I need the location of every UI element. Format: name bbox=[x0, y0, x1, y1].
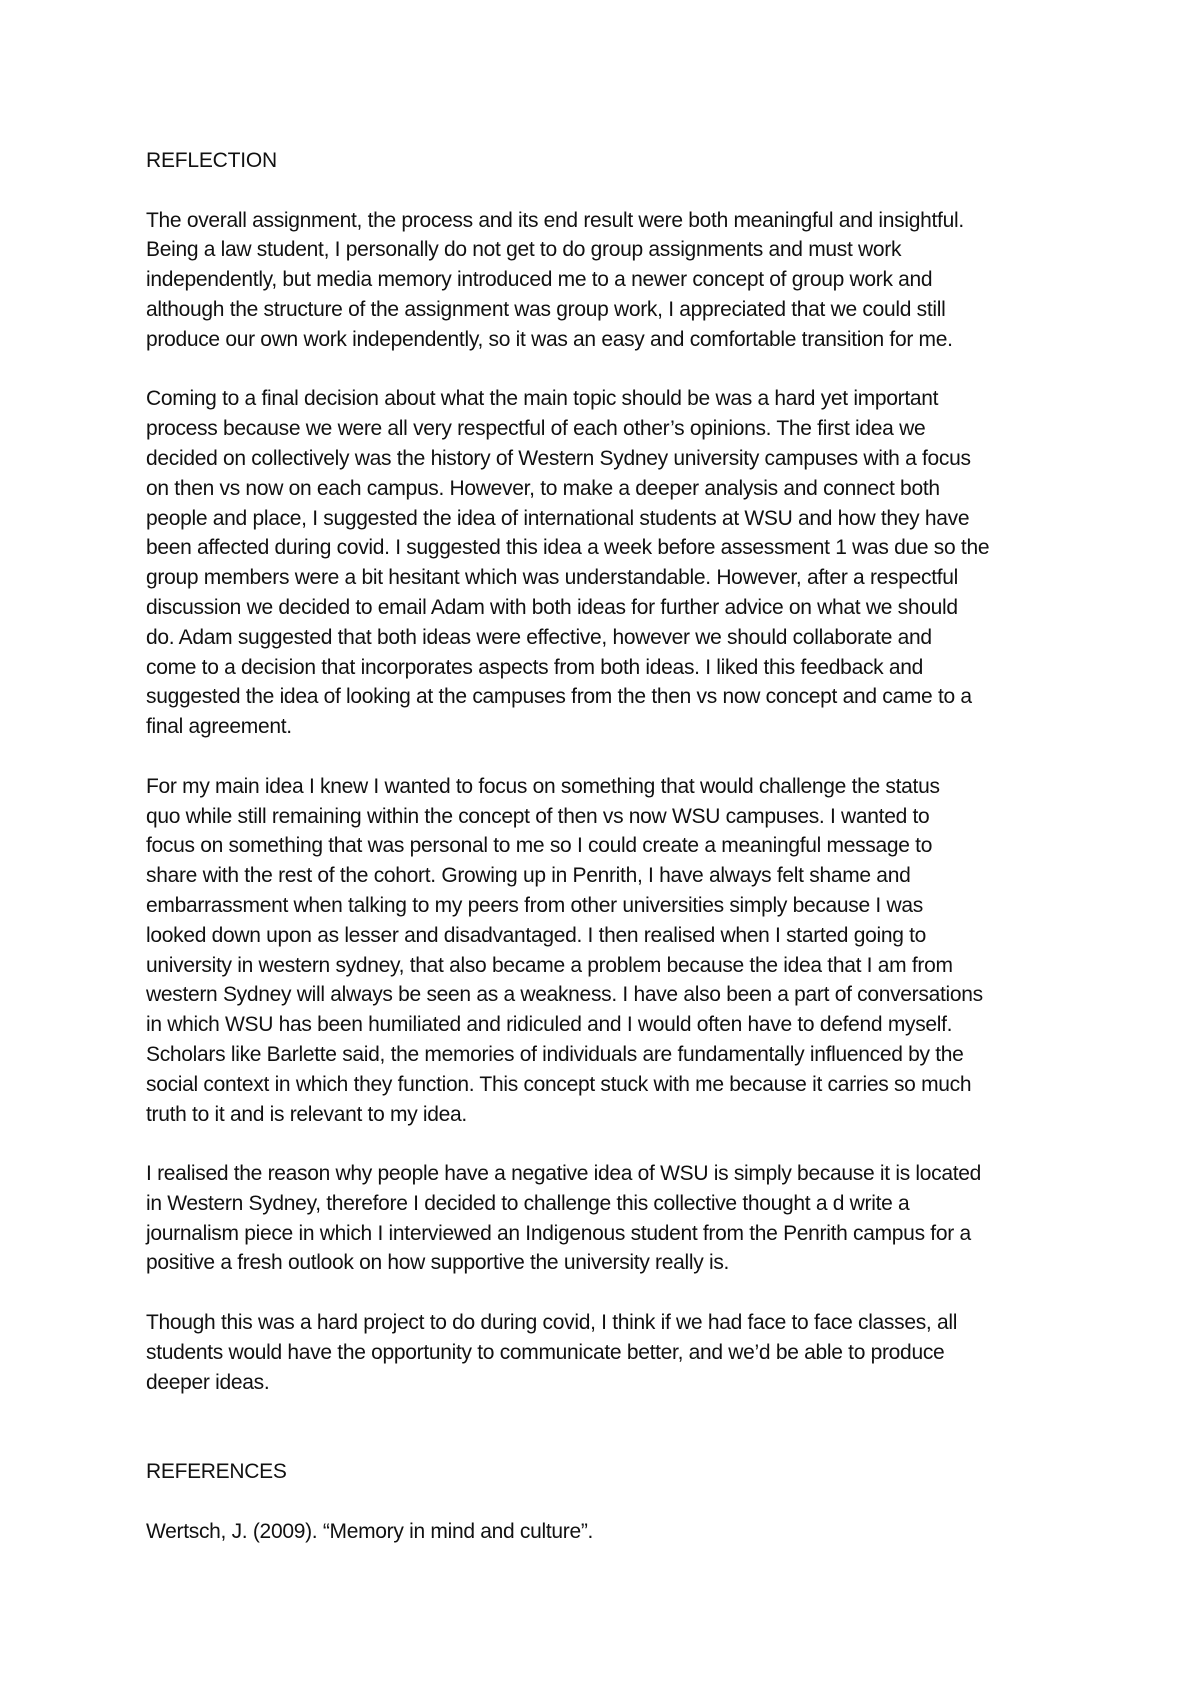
text-line: Though this was a hard project to do during covid, I think if we had face to face classes, all bbox=[146, 1311, 958, 1335]
text-line: produce our own work independently, so it was an easy and comfortable transition for me. bbox=[146, 327, 953, 351]
text-line: share with the rest of the cohort. Growing up in Penrith, I have always felt shame and bbox=[146, 864, 911, 888]
references-heading: REFERENCES bbox=[146, 1460, 287, 1484]
text-line: do. Adam suggested that both ideas were effective, however we should collaborate and bbox=[146, 625, 932, 649]
text-line: truth to it and is relevant to my idea. bbox=[146, 1102, 467, 1126]
text-line: embarrassment when talking to my peers from other universities simply because I was bbox=[146, 893, 923, 917]
text-line: group members were a bit hesitant which was understandable. However, after a respectful bbox=[146, 566, 959, 590]
text-line: university in western sydney, that also became a problem because the idea that I am from bbox=[146, 953, 953, 977]
text-line: process because we were all very respectful of each other’s opinions. The first idea we bbox=[146, 417, 926, 441]
text-line: people and place, I suggested the idea of international students at WSU and how they have bbox=[146, 506, 970, 530]
text-line: For my main idea I knew I wanted to focus on something that would challenge the status bbox=[146, 774, 940, 798]
text-line: deeper ideas. bbox=[146, 1370, 270, 1394]
text-line: in which WSU has been humiliated and ridiculed and I would often have to defend myself. bbox=[146, 1013, 953, 1037]
text-line: suggested the idea of looking at the campuses from the then vs now concept and came to a bbox=[146, 685, 972, 709]
text-line: final agreement. bbox=[146, 715, 292, 739]
text-line: in Western Sydney, therefore I decided to challenge this collective thought a d write a bbox=[146, 1191, 910, 1215]
text-line: quo while still remaining within the concept of then vs now WSU campuses. I wanted to bbox=[146, 804, 930, 828]
text-line: Being a law student, I personally do not get to do group assignments and must work bbox=[146, 238, 902, 262]
text-line: The overall assignment, the process and its end result were both meaningful and insightful. bbox=[146, 208, 964, 232]
paragraph bbox=[146, 384, 1080, 742]
text-line: discussion we decided to email Adam with both ideas for further advice on what we should bbox=[146, 595, 958, 619]
text-line: independently, but media memory introduced me to a newer concept of group work and bbox=[146, 268, 933, 292]
text-line: western Sydney will always be seen as a weakness. I have also been a part of conversations bbox=[146, 983, 983, 1007]
text-line: looked down upon as lesser and disadvantaged. I then realised when I started going to bbox=[146, 923, 927, 947]
text-line: on then vs now on each campus. However, to make a deeper analysis and connect both bbox=[146, 476, 940, 500]
references-list bbox=[146, 1517, 1080, 1547]
paragraph bbox=[146, 206, 1080, 355]
text-line: students would have the opportunity to communicate better, and we’d be able to produce bbox=[146, 1340, 945, 1364]
reference-entry: Wertsch, J. (2009). “Memory in mind and culture”. bbox=[146, 1519, 594, 1543]
text-line: come to a decision that incorporates aspects from both ideas. I liked this feedback and bbox=[146, 655, 924, 679]
text-line: I realised the reason why people have a negative idea of WSU is simply because it is located bbox=[146, 1162, 982, 1186]
paragraph bbox=[146, 1308, 1080, 1397]
text-line: Coming to a final decision about what the main topic should be was a hard yet important bbox=[146, 387, 939, 411]
reflection-body bbox=[146, 206, 1080, 1398]
paragraph bbox=[146, 772, 1080, 1130]
text-line: social context in which they function. This concept stuck with me because it carries so much bbox=[146, 1072, 972, 1096]
text-line: been affected during covid. I suggested this idea a week before assessment 1 was due so the bbox=[146, 536, 990, 560]
text-line: journalism piece in which I interviewed an Indigenous student from the Penrith campus for a bbox=[146, 1221, 971, 1245]
text-line: decided on collectively was the history of Western Sydney university campuses with a focus bbox=[146, 446, 971, 470]
text-line: Scholars like Barlette said, the memories of individuals are fundamentally influenced by the bbox=[146, 1042, 964, 1066]
reflection-heading: REFLECTION bbox=[146, 149, 278, 172]
text-line: focus on something that was personal to me so I could create a meaningful message to bbox=[146, 834, 933, 858]
text-line: positive a fresh outlook on how supportive the university really is. bbox=[146, 1251, 730, 1275]
paragraph bbox=[146, 1159, 1080, 1278]
text-line: although the structure of the assignment was group work, I appreciated that we could still bbox=[146, 297, 946, 321]
